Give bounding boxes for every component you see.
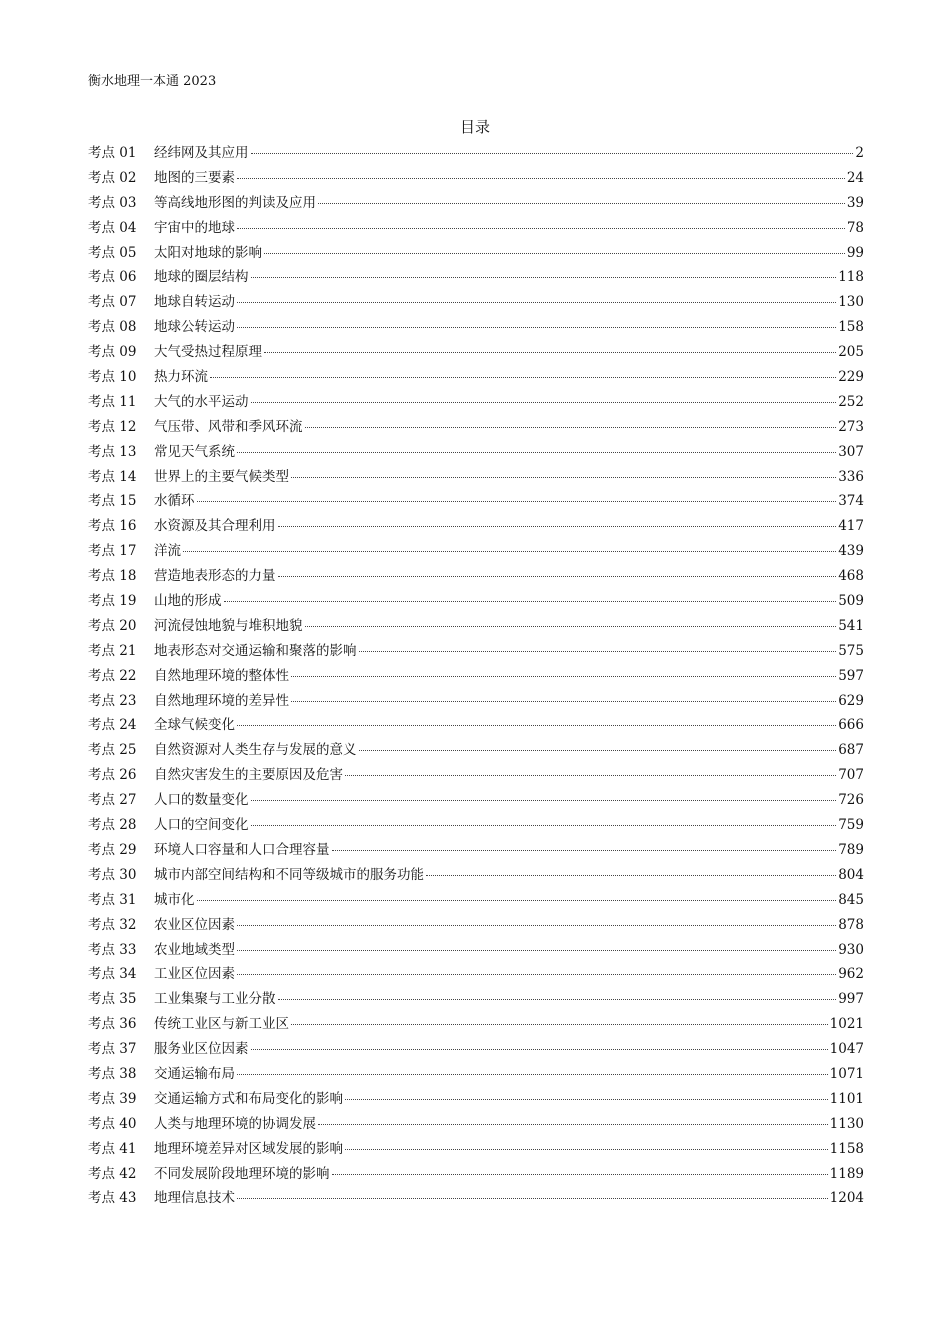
toc-entry-page-number: 336 (838, 468, 864, 485)
toc-entry-page-number: 307 (838, 443, 864, 460)
toc-entry-number: 考点 36 (88, 1016, 137, 1033)
toc-entry-title: 农业区位因素 (154, 916, 235, 933)
toc-entry-title: 经纬网及其应用 (154, 145, 249, 161)
toc-entry-number: 考点 16 (88, 518, 137, 535)
dot-leader (359, 651, 837, 652)
toc-entry[interactable] (88, 415, 864, 440)
toc-entry[interactable] (88, 1062, 864, 1087)
toc-entry[interactable] (88, 1137, 864, 1162)
toc-entry-number: 考点 41 (88, 1140, 137, 1157)
toc-entry-page-number: 575 (838, 642, 864, 659)
toc-entry-page-number: 273 (838, 418, 864, 435)
dot-leader (291, 676, 836, 677)
toc-entry-number: 考点 23 (88, 692, 137, 709)
toc-entry-page-number: 252 (838, 393, 864, 410)
dot-leader (426, 875, 836, 876)
toc-entry-title: 水资源及其合理利用 (154, 518, 276, 535)
toc-entry[interactable] (88, 863, 864, 888)
toc-entry[interactable] (88, 191, 864, 216)
dot-leader (237, 302, 836, 303)
toc-entry-number: 考点 08 (88, 319, 137, 336)
toc-entry[interactable] (88, 938, 864, 963)
toc-entry-title: 地图的三要素 (154, 169, 235, 186)
toc-entry[interactable] (88, 962, 864, 987)
dot-leader (237, 725, 836, 726)
toc-entry-number: 考点 19 (88, 593, 137, 610)
dot-leader (345, 775, 836, 776)
toc-entry-title: 营造地表形态的力量 (154, 568, 276, 585)
toc-entry-number: 考点 14 (88, 468, 137, 485)
dot-leader (210, 377, 836, 378)
toc-entry-title: 常见天气系统 (154, 443, 235, 460)
dot-leader (237, 1198, 828, 1199)
dot-leader (197, 900, 837, 901)
dot-leader (237, 327, 836, 328)
dot-leader (345, 1099, 828, 1100)
table-of-contents (88, 141, 864, 1211)
toc-entry-number: 考点 34 (88, 966, 137, 983)
toc-entry-title: 传统工业区与新工业区 (154, 1016, 289, 1033)
toc-entry-page-number: 726 (838, 792, 864, 809)
toc-entry[interactable] (88, 664, 864, 689)
toc-entry-page-number: 417 (838, 518, 864, 535)
toc-entry[interactable] (88, 589, 864, 614)
toc-entry-number: 考点 21 (88, 642, 137, 659)
dot-leader (224, 601, 837, 602)
toc-entry-page-number: 707 (838, 767, 864, 784)
toc-entry-title: 地理环境差异对区域发展的影响 (154, 1140, 343, 1157)
toc-entry-title: 山地的形成 (154, 593, 222, 610)
toc-entry-title: 自然地理环境的差异性 (154, 692, 289, 709)
toc-entry-number: 考点 30 (88, 866, 137, 883)
dot-leader (237, 974, 836, 975)
dot-leader (291, 477, 836, 478)
toc-entry-number: 考点 26 (88, 767, 137, 784)
toc-entry-title: 地球自转运动 (154, 294, 235, 311)
toc-entry-title: 全球气候变化 (154, 717, 235, 734)
page-header: 衡水地理一本通 2023 (88, 74, 217, 89)
toc-entry-number: 考点 11 (88, 393, 137, 410)
toc-entry-title: 自然灾害发生的主要原因及危害 (154, 767, 343, 784)
toc-entry-page-number: 1101 (829, 1090, 864, 1107)
dot-leader (278, 576, 837, 577)
toc-entry-page-number: 541 (838, 617, 864, 634)
toc-entry-title: 热力环流 (154, 369, 208, 386)
toc-entry-page-number: 789 (838, 841, 864, 858)
toc-entry-title: 不同发展阶段地理环境的影响 (154, 1165, 330, 1182)
dot-leader (264, 253, 845, 254)
toc-entry-number: 考点 33 (88, 941, 137, 958)
toc-entry[interactable] (88, 141, 864, 166)
toc-entry-number: 考点 37 (88, 1041, 137, 1058)
dot-leader (237, 1074, 828, 1075)
toc-entry[interactable] (88, 365, 864, 390)
toc-entry-title: 工业区位因素 (154, 966, 235, 983)
toc-entry-page-number: 374 (838, 493, 864, 510)
toc-entry-title: 农业地域类型 (154, 941, 235, 958)
toc-entry-page-number: 229 (838, 369, 864, 386)
toc-entry-number: 考点 39 (88, 1090, 137, 1107)
dot-leader (251, 1049, 828, 1050)
toc-entry-number: 考点 38 (88, 1065, 137, 1082)
dot-leader (332, 850, 837, 851)
toc-entry[interactable] (88, 290, 864, 315)
toc-entry-page-number: 687 (838, 742, 864, 759)
toc-entry[interactable] (88, 514, 864, 539)
dot-leader (251, 402, 837, 403)
toc-entry-page-number: 804 (838, 866, 864, 883)
toc-entry-title: 世界上的主要气候类型 (154, 468, 289, 485)
toc-entry-number: 考点 15 (88, 493, 137, 510)
toc-entry-page-number: 468 (838, 568, 864, 585)
toc-entry-title: 自然地理环境的整体性 (154, 667, 289, 684)
toc-entry-number: 考点 32 (88, 916, 137, 933)
toc-entry-title: 城市内部空间结构和不同等级城市的服务功能 (154, 866, 424, 883)
toc-entry-title: 服务业区位因素 (154, 1041, 249, 1058)
dot-leader (237, 925, 836, 926)
toc-entry[interactable] (88, 241, 864, 266)
toc-entry-page-number: 878 (838, 916, 864, 933)
toc-entry-title: 地球的圈层结构 (154, 269, 249, 286)
toc-entry-page-number: 509 (838, 593, 864, 610)
toc-entry-number: 考点 27 (88, 792, 137, 809)
toc-entry[interactable] (88, 216, 864, 241)
toc-entry-page-number: 962 (838, 966, 864, 983)
toc-entry-title: 人口的空间变化 (154, 817, 249, 834)
toc-entry-number: 考点 29 (88, 841, 137, 858)
toc-entry-title: 城市化 (154, 891, 195, 908)
toc-entry-number: 考点 02 (88, 169, 137, 186)
toc-entry[interactable] (88, 1186, 864, 1211)
toc-entry-page-number: 845 (838, 891, 864, 908)
dot-leader (251, 277, 837, 278)
toc-entry-number: 考点 25 (88, 742, 137, 759)
toc-entry[interactable] (88, 738, 864, 763)
dot-leader (237, 178, 845, 179)
toc-entry-page-number: 24 (846, 169, 864, 186)
toc-entry-title: 太阳对地球的影响 (154, 244, 262, 261)
toc-entry-page-number: 930 (838, 941, 864, 958)
dot-leader (291, 1024, 828, 1025)
toc-entry[interactable] (88, 838, 864, 863)
toc-entry-title: 地球公转运动 (154, 319, 235, 336)
toc-entry-number: 考点 06 (88, 269, 137, 286)
toc-entry-number: 考点 04 (88, 219, 137, 236)
toc-entry-title: 交通运输方式和布局变化的影响 (154, 1090, 343, 1107)
toc-entry-title: 人口的数量变化 (154, 792, 249, 809)
toc-entry-title: 大气的水平运动 (154, 393, 249, 410)
toc-entry[interactable] (88, 340, 864, 365)
dot-leader (278, 999, 837, 1000)
toc-entry[interactable] (88, 987, 864, 1012)
toc-entry[interactable] (88, 788, 864, 813)
toc-entry[interactable] (88, 1012, 864, 1037)
toc-entry-page-number: 997 (838, 991, 864, 1008)
toc-entry-title: 交通运输布局 (154, 1065, 235, 1082)
toc-entry-title: 等高线地形图的判读及应用 (154, 194, 316, 211)
toc-entry[interactable] (88, 489, 864, 514)
dot-leader (359, 750, 837, 751)
toc-entry-number: 考点 31 (88, 891, 137, 908)
toc-entry[interactable] (88, 1112, 864, 1137)
dot-leader (237, 228, 845, 229)
toc-entry-number: 考点 05 (88, 244, 137, 261)
toc-entry-page-number: 130 (838, 294, 864, 311)
toc-entry-number: 考点 10 (88, 369, 137, 386)
toc-entry[interactable] (88, 564, 864, 589)
dot-leader (305, 427, 837, 428)
toc-entry[interactable] (88, 813, 864, 838)
toc-entry-title: 水循环 (154, 493, 195, 510)
toc-entry[interactable] (88, 713, 864, 738)
dot-leader (332, 1174, 828, 1175)
toc-entry-number: 考点 40 (88, 1115, 137, 1132)
toc-entry[interactable] (88, 265, 864, 290)
toc-entry-number: 考点 43 (88, 1190, 137, 1207)
toc-entry-title: 地理信息技术 (154, 1190, 235, 1207)
toc-entry-number: 考点 01 (88, 145, 137, 161)
toc-entry-page-number: 1047 (829, 1041, 864, 1058)
toc-entry-page-number: 597 (838, 667, 864, 684)
dot-leader (291, 701, 836, 702)
toc-entry-number: 考点 18 (88, 568, 137, 585)
toc-entry-page-number: 439 (838, 543, 864, 560)
toc-entry[interactable] (88, 390, 864, 415)
toc-entry[interactable] (88, 166, 864, 191)
toc-entry[interactable] (88, 465, 864, 490)
toc-entry-title: 大气受热过程原理 (154, 344, 262, 361)
toc-entry-title: 自然资源对人类生存与发展的意义 (154, 742, 357, 759)
dot-leader (305, 626, 837, 627)
toc-entry[interactable] (88, 614, 864, 639)
toc-entry-page-number: 1130 (829, 1115, 864, 1132)
toc-entry-title: 洋流 (154, 543, 181, 560)
dot-leader (251, 153, 854, 154)
dot-leader (318, 203, 845, 204)
toc-entry-title: 河流侵蚀地貌与堆积地貌 (154, 617, 303, 634)
toc-entry-title: 气压带、风带和季风环流 (154, 418, 303, 435)
toc-entry-title: 工业集聚与工业分散 (154, 991, 276, 1008)
toc-entry[interactable] (88, 1087, 864, 1112)
dot-leader (251, 825, 837, 826)
toc-entry[interactable] (88, 763, 864, 788)
toc-entry[interactable] (88, 689, 864, 714)
toc-entry-page-number: 2 (855, 145, 864, 161)
toc-entry-number: 考点 35 (88, 991, 137, 1008)
toc-entry-number: 考点 07 (88, 294, 137, 311)
toc-entry-number: 考点 22 (88, 667, 137, 684)
toc-entry[interactable] (88, 888, 864, 913)
toc-entry-page-number: 1158 (829, 1140, 864, 1157)
toc-entry[interactable] (88, 440, 864, 465)
toc-entry-page-number: 205 (838, 344, 864, 361)
toc-entry-title: 地表形态对交通运输和聚落的影响 (154, 642, 357, 659)
toc-entry-number: 考点 03 (88, 194, 137, 211)
toc-title: 目录 (459, 118, 490, 136)
toc-entry[interactable] (88, 639, 864, 664)
toc-entry[interactable] (88, 913, 864, 938)
dot-leader (278, 526, 837, 527)
toc-entry-page-number: 629 (838, 692, 864, 709)
toc-entry-page-number: 1021 (829, 1016, 864, 1033)
toc-entry-page-number: 158 (838, 319, 864, 336)
toc-entry[interactable] (88, 1037, 864, 1062)
toc-entry-number: 考点 42 (88, 1165, 137, 1182)
dot-leader (237, 452, 836, 453)
toc-entry[interactable] (88, 1162, 864, 1187)
toc-entry-page-number: 78 (846, 219, 864, 236)
toc-entry-page-number: 39 (846, 194, 864, 211)
dot-leader (237, 950, 836, 951)
toc-entry-page-number: 118 (838, 269, 864, 286)
toc-entry-title: 人类与地理环境的协调发展 (154, 1115, 316, 1132)
dot-leader (251, 800, 837, 801)
toc-entry-number: 考点 13 (88, 443, 137, 460)
toc-entry-number: 考点 20 (88, 617, 137, 634)
toc-entry-number: 考点 09 (88, 344, 137, 361)
dot-leader (264, 352, 836, 353)
dot-leader (183, 551, 836, 552)
toc-entry-number: 考点 28 (88, 817, 137, 834)
dot-leader (318, 1124, 828, 1125)
toc-entry-title: 环境人口容量和人口合理容量 (154, 841, 330, 858)
toc-entry-number: 考点 17 (88, 543, 137, 560)
toc-entry-page-number: 666 (838, 717, 864, 734)
toc-entry-number: 考点 12 (88, 418, 137, 435)
dot-leader (197, 501, 837, 502)
toc-entry-page-number: 99 (846, 244, 864, 261)
toc-entry-page-number: 759 (838, 817, 864, 834)
toc-entry-number: 考点 24 (88, 717, 137, 734)
toc-entry-page-number: 1204 (829, 1190, 864, 1207)
toc-entry-page-number: 1071 (829, 1065, 864, 1082)
toc-entry[interactable] (88, 539, 864, 564)
toc-entry[interactable] (88, 315, 864, 340)
toc-entry-title: 宇宙中的地球 (154, 219, 235, 236)
toc-entry-page-number: 1189 (829, 1165, 864, 1182)
dot-leader (345, 1149, 828, 1150)
